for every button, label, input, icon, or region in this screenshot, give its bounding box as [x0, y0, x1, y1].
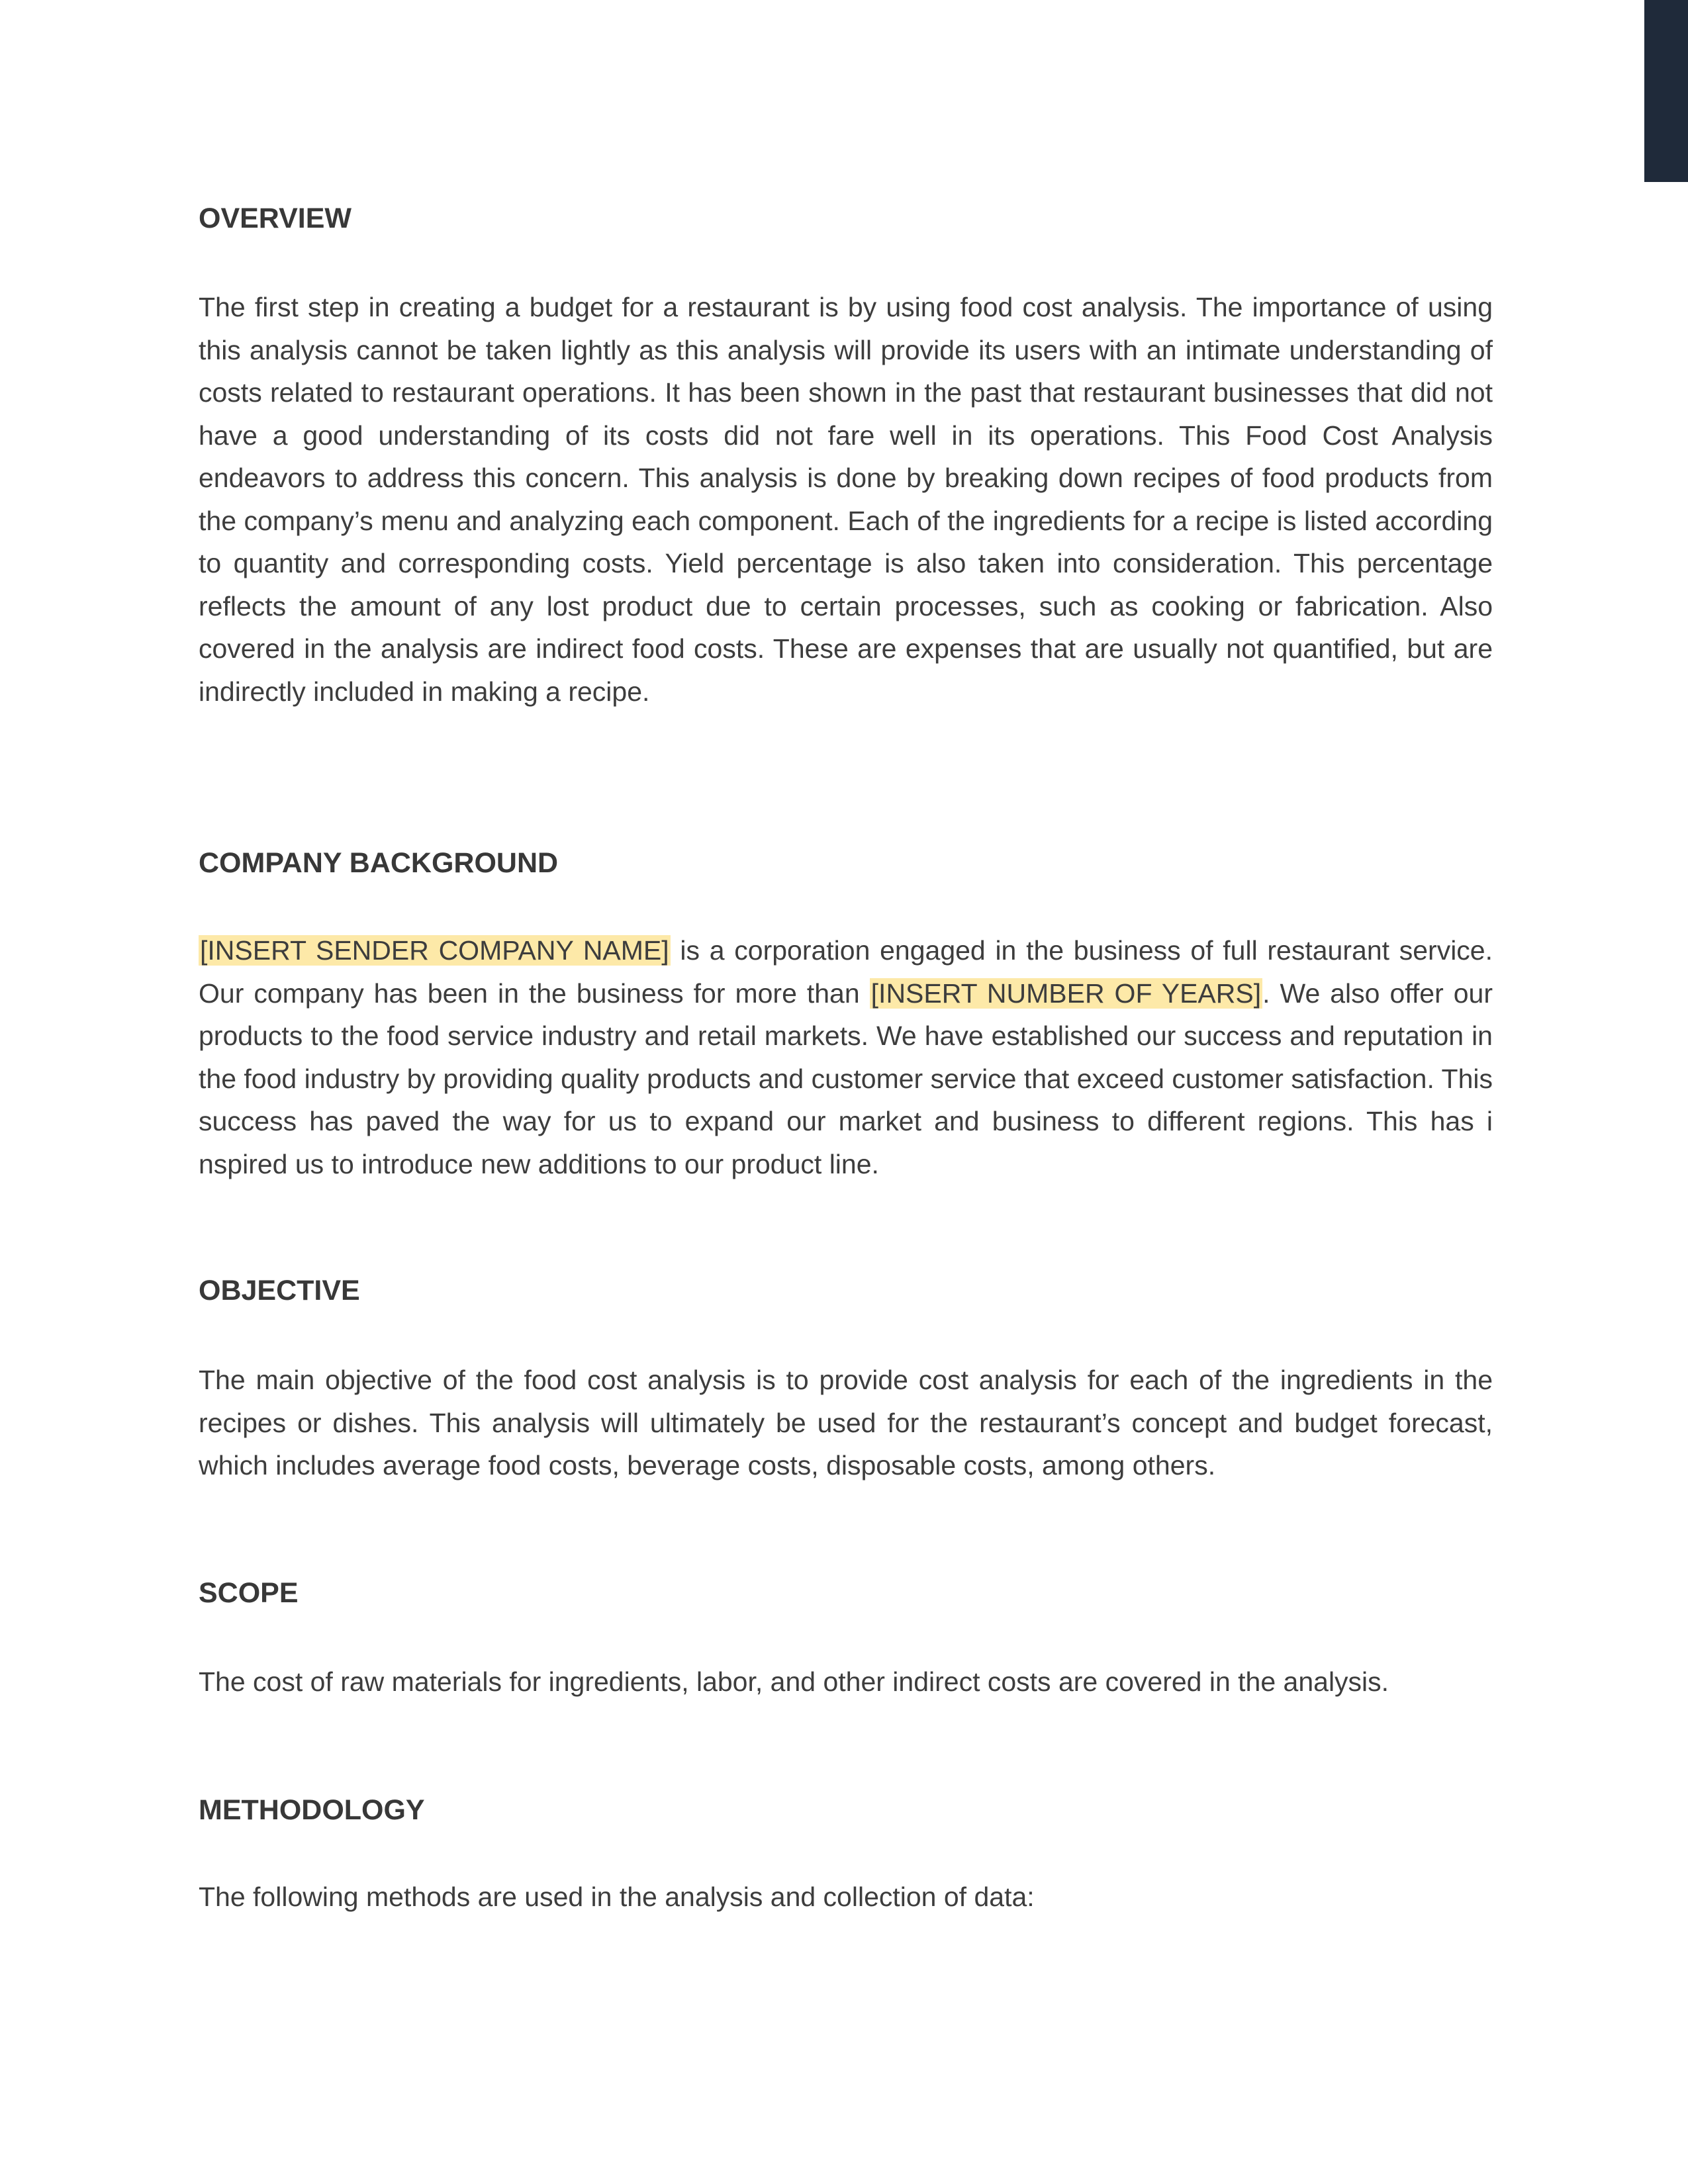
company-background-section: [199, 844, 1493, 882]
corner-tab-decoration: [1644, 0, 1688, 182]
methodology-body: The following methods are used in the analysis and collection of data:: [199, 1882, 1035, 1912]
company-name-placeholder[interactable]: [INSERT SENDER COMPANY NAME]: [200, 935, 669, 966]
company-background-heading: COMPANY BACKGROUND: [199, 847, 559, 879]
overview-body-block: [199, 286, 1493, 713]
objective-section: [199, 1272, 1493, 1309]
scope-body-block: [199, 1661, 1493, 1704]
years-placeholder[interactable]: [INSERT NUMBER OF YEARS]: [870, 978, 1262, 1009]
objective-body: The main objective of the food cost analysis is to provide cost analysis for each of the ingredients in the recipes or dishes. This analysis will ultimately be used for the restaurant’s concept and budget forecast, which includes average food costs, beverage costs, disposable costs, among others.: [199, 1365, 1493, 1480]
overview-section: [199, 200, 1493, 237]
objective-heading: OBJECTIVE: [199, 1275, 360, 1306]
company-background-body-block: [199, 929, 1493, 1185]
overview-heading: OVERVIEW: [199, 203, 352, 234]
methodology-body-block: [199, 1876, 1493, 1919]
company-background-text-1: is a corporation engaged in the business of full restaurant service. Our company has been in the business for more than: [199, 935, 1493, 1009]
document-page: [199, 0, 1493, 2184]
objective-body-block: [199, 1359, 1493, 1487]
methodology-heading: METHODOLOGY: [199, 1794, 425, 1826]
scope-body: The cost of raw materials for ingredients, labor, and other indirect costs are covered in the analysis.: [199, 1666, 1389, 1697]
methodology-section: [199, 1792, 1493, 1829]
scope-section: [199, 1574, 1493, 1612]
overview-body: The first step in creating a budget for a restaurant is by using food cost analysis. The importance of using this analysis cannot be taken lightly as this analysis will provide its users with an intimate understanding of costs related to restaurant operations. It has been shown in the past that restaurant businesses that did not have a good understanding of its costs did not fare well in its operations. This Food Cost Analysis endeavors to address this concern. This analysis is done by breaking down recipes of food products from the company’s menu and analyzing each component. Each of the ingredients for a recipe is listed according to quantity and corresponding costs. Yield percentage is also taken into consideration. This percentage reflects the amount of any lost product due to certain processes, such as cooking or fabrication. Also covered in the analysis are indirect food costs. These are expenses that are usually not quantified, but are indirectly included in making a recipe.: [199, 292, 1493, 707]
scope-heading: SCOPE: [199, 1577, 299, 1609]
company-background-text-2: . We also offer our products to the food service industry and retail markets. We have established our success and reputation in the food industry by providing quality products and customer service that exceed customer satisfaction. This success has paved the way for us to expand our market and business to different regions. This has i nspired us to introduce new additions to our product line.: [199, 978, 1493, 1179]
company-background-body: [199, 929, 1493, 1185]
